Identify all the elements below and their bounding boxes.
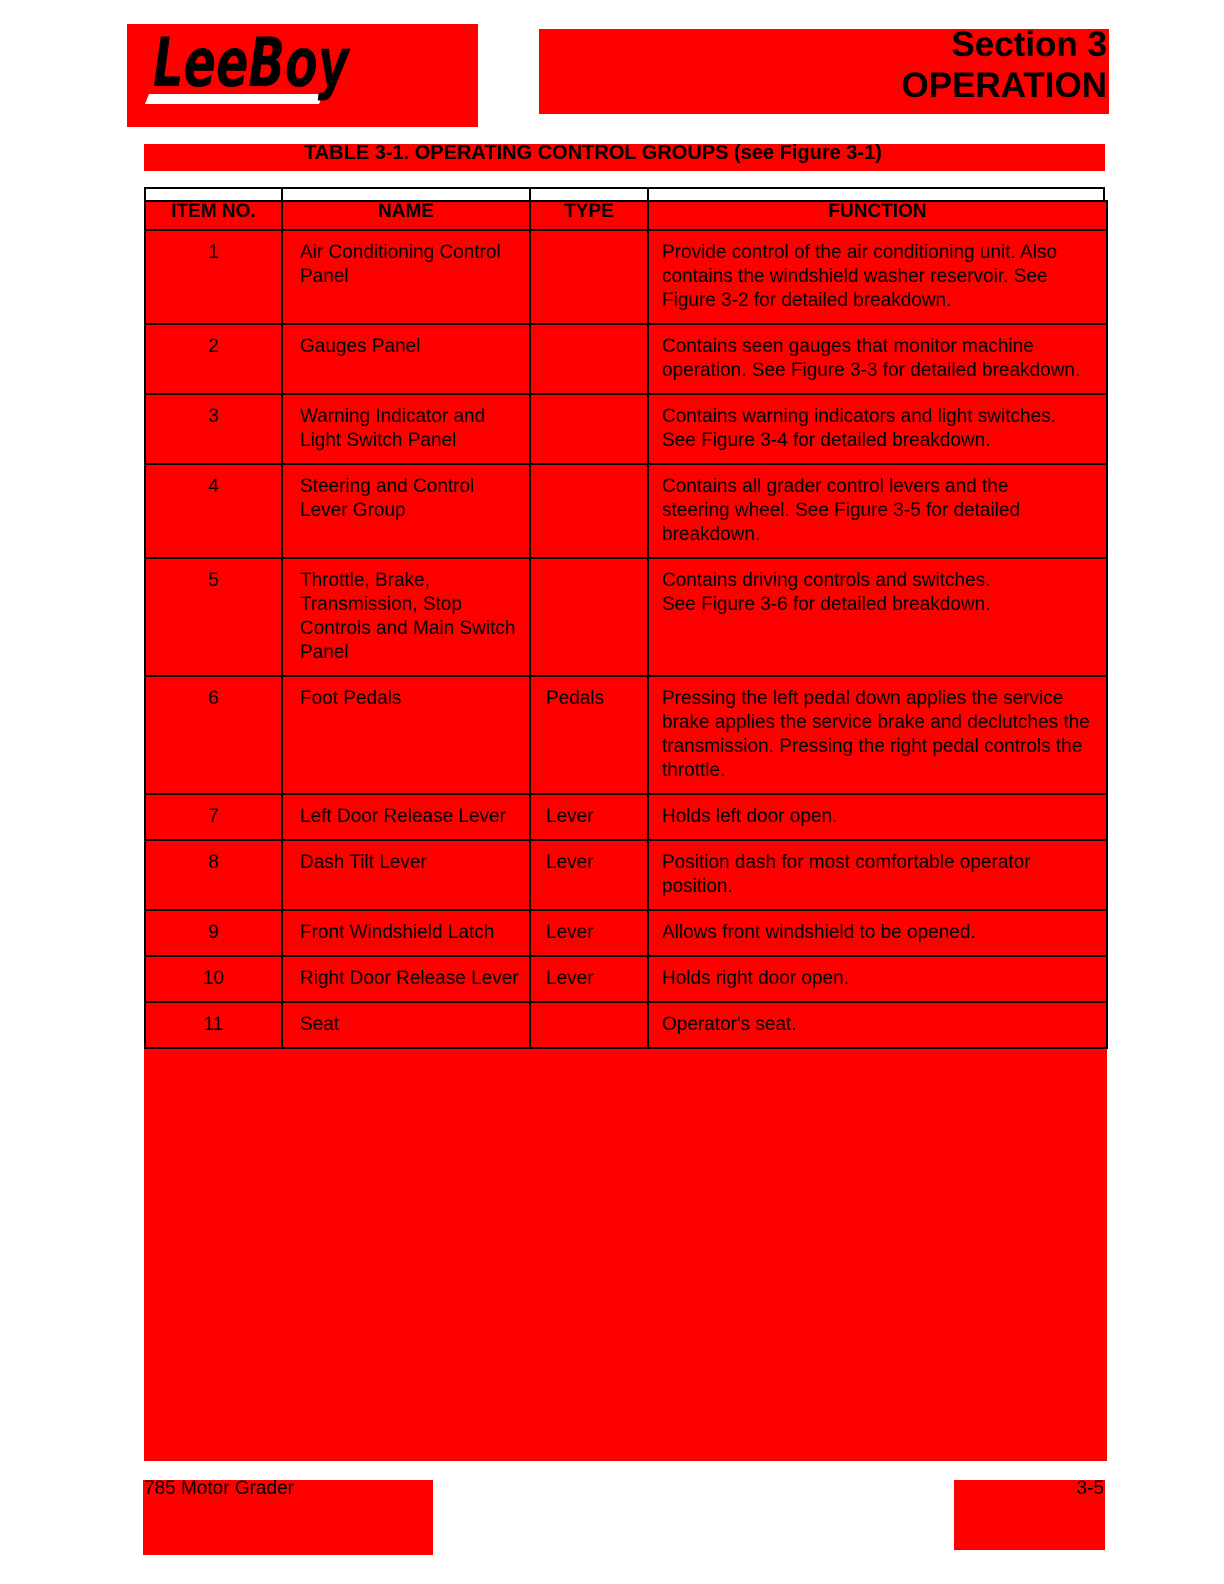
item-no: 11: [145, 1002, 282, 1048]
page-number: 3-5: [1076, 1478, 1104, 1499]
function-cell: Contains seen gauges that monitor machine operation. See Figure 3-3 for detailed breakdown.: [648, 324, 1107, 394]
function-cell: Holds right door open.: [648, 956, 1107, 1002]
type-cell: [530, 1002, 648, 1048]
logo-box: [127, 24, 478, 127]
header-name: NAME: [282, 201, 530, 230]
type-cell: [530, 394, 648, 464]
section-header: [539, 25, 1109, 114]
item-no: 9: [145, 910, 282, 956]
footer-left: [143, 1480, 433, 1555]
leeboy-logo: [127, 24, 478, 127]
name-cell: Left Door Release Lever: [282, 794, 530, 840]
name-cell: Front Windshield Latch: [282, 910, 530, 956]
function-cell: Pressing the left pedal down applies the service brake applies the service brake and declutches the transmission. Pressing the right pedal controls the throttle.: [648, 676, 1107, 794]
table-row: [145, 794, 1107, 840]
table-row: [145, 840, 1107, 910]
table-header-row: [145, 201, 1107, 230]
table-title: TABLE 3-1. OPERATING CONTROL GROUPS (see Figure 3-1): [304, 142, 882, 164]
type-cell: [530, 230, 648, 324]
function-cell: Position dash for most comfortable operator position.: [648, 840, 1107, 910]
name-cell: Right Door Release Lever: [282, 956, 530, 1002]
type-cell: Lever: [530, 794, 648, 840]
name-cell: Dash Tilt Lever: [282, 840, 530, 910]
item-no: 7: [145, 794, 282, 840]
table-row: [145, 464, 1107, 558]
type-cell: [530, 464, 648, 558]
item-no: 4: [145, 464, 282, 558]
name-cell: Gauges Panel: [282, 324, 530, 394]
function-cell: Allows front windshield to be opened.: [648, 910, 1107, 956]
logo-text: LeeBoy: [153, 24, 351, 103]
name-cell: Foot Pedals: [282, 676, 530, 794]
item-no: 8: [145, 840, 282, 910]
table-row: [145, 910, 1107, 956]
table-title-bar: [144, 144, 1105, 171]
table-row: [145, 558, 1107, 676]
section-name: OPERATION: [901, 66, 1107, 105]
header-function: FUNCTION: [648, 201, 1107, 230]
operating-control-groups-table: [144, 200, 1108, 1049]
footer-model: 785 Motor Grader: [144, 1478, 294, 1499]
item-no: 3: [145, 394, 282, 464]
header-type: TYPE: [530, 201, 648, 230]
table-row: [145, 1002, 1107, 1048]
name-cell: Seat: [282, 1002, 530, 1048]
header-item-no: ITEM NO.: [145, 201, 282, 230]
item-no: 5: [145, 558, 282, 676]
type-cell: Lever: [530, 956, 648, 1002]
table-row: [145, 956, 1107, 1002]
function-cell: Provide control of the air conditioning unit. Also contains the windshield washer reservoir. See Figure 3-2 for detailed breakdown.: [648, 230, 1107, 324]
name-cell: Air Conditioning Control Panel: [282, 230, 530, 324]
table-row: [145, 230, 1107, 324]
footer-right: [954, 1480, 1105, 1550]
function-cell: Contains warning indicators and light switches. See Figure 3-4 for detailed breakdown.: [648, 394, 1107, 464]
name-cell: Steering and Control Lever Group: [282, 464, 530, 558]
type-cell: [530, 558, 648, 676]
type-cell: [530, 324, 648, 394]
table-row: [145, 394, 1107, 464]
name-cell: Throttle, Brake, Transmission, Stop Controls and Main Switch Panel: [282, 558, 530, 676]
type-cell: Lever: [530, 840, 648, 910]
function-cell: Contains driving controls and switches. See Figure 3-6 for detailed breakdown.: [648, 558, 1107, 676]
item-no: 6: [145, 676, 282, 794]
name-cell: Warning Indicator and Light Switch Panel: [282, 394, 530, 464]
type-cell: Pedals: [530, 676, 648, 794]
table-row: [145, 324, 1107, 394]
table-row: [145, 676, 1107, 794]
section-label: Section 3: [951, 25, 1107, 64]
item-no: 10: [145, 956, 282, 1002]
function-cell: Holds left door open.: [648, 794, 1107, 840]
item-no: 2: [145, 324, 282, 394]
type-cell: Lever: [530, 910, 648, 956]
function-cell: Contains all grader control levers and the steering wheel. See Figure 3-5 for detailed breakdown.: [648, 464, 1107, 558]
item-no: 1: [145, 230, 282, 324]
function-cell: Operator's seat.: [648, 1002, 1107, 1048]
